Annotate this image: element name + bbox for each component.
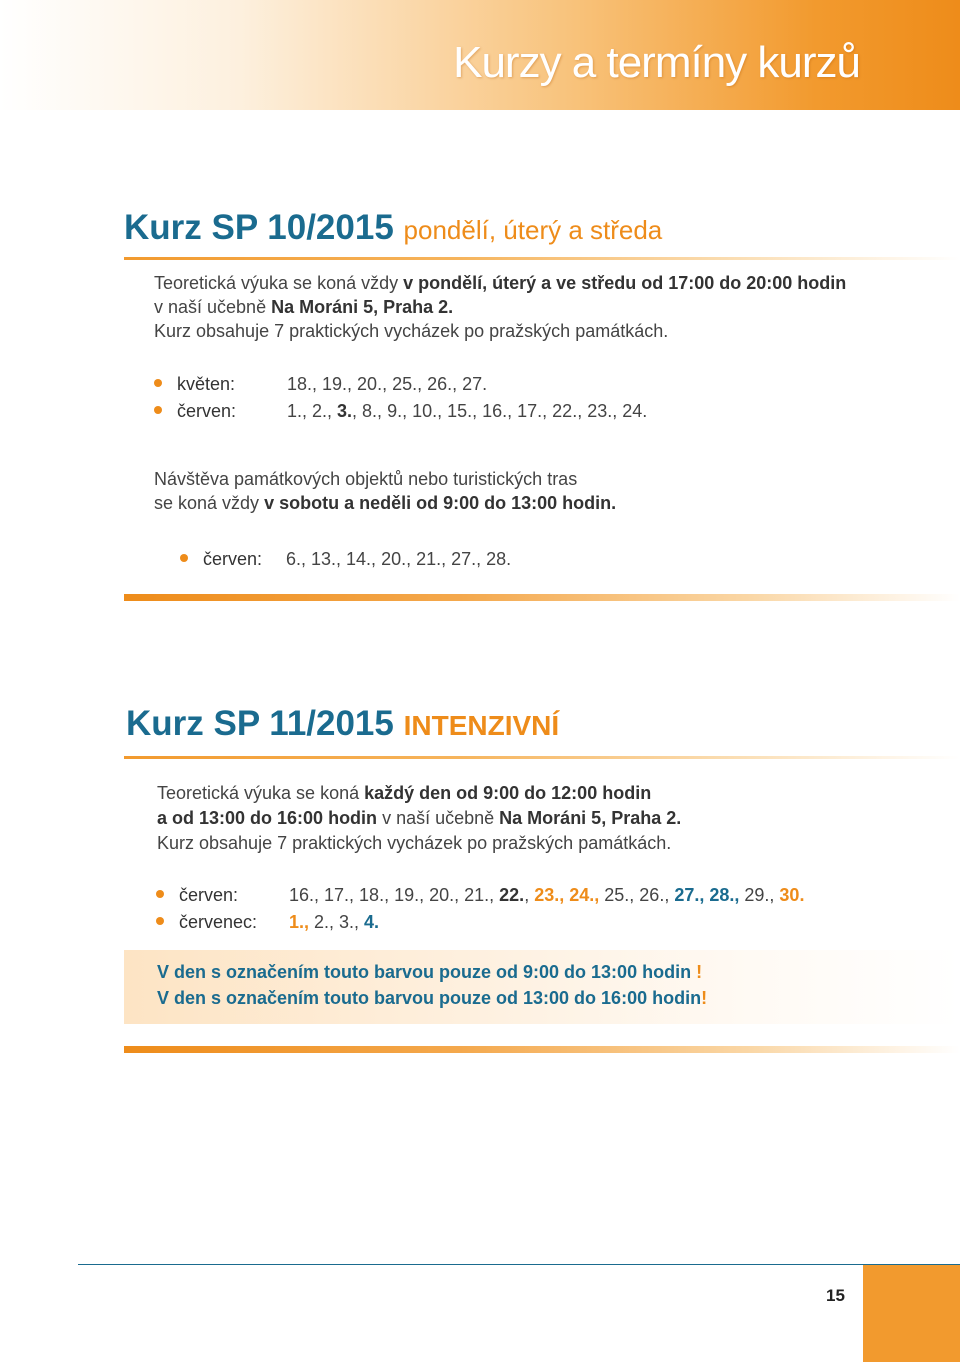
bullet-icon [156, 917, 164, 925]
kurz1-subtitle: pondělí, úterý a středa [403, 215, 663, 245]
kurz2-subtitle: INTENZIVNÍ [403, 710, 560, 741]
kurz2-paragraph [157, 781, 681, 856]
kurz2-line1: Teoretická výuka se koná každý den od 9:00 do 12:00 hodin [157, 783, 652, 803]
bullet-icon [156, 890, 164, 898]
kurz2-date-row-june: červen: 16., 17., 18., 19., 20., 21., 22., 23., 24., 25., 26., 27., 28., 29., 30. [156, 885, 804, 911]
bullet-icon [154, 406, 162, 414]
bullet-icon [154, 379, 162, 387]
kurz1-date-row-may: květen: 18., 19., 20., 25., 26., 27. [154, 374, 487, 400]
kurz1-line1: Teoretická výuka se koná vždy v pondělí, úterý a ve středu od 17:00 do 20:00 hodin [154, 273, 847, 293]
legend-orange-note: V den s označením touto barvou pouze od 13:00 do 16:00 hodin! [157, 988, 708, 1008]
kurz1-paragraph [154, 271, 846, 343]
bullet-icon [180, 554, 188, 562]
kurz2-line3: Kurz obsahuje 7 praktických vycházek po pražských památkách. [157, 833, 672, 853]
kurz1-visit-line1: Návštěva památkových objektů nebo turistických tras [154, 469, 578, 489]
kurz1-visit-paragraph [154, 467, 616, 515]
kurz1-visit-line2: se koná vždy v sobotu a neděli od 9:00 do 13:00 hodin. [154, 493, 617, 513]
kurz2-date-row-july: červenec: 1., 2., 3., 4. [156, 912, 379, 938]
section-separator-bottom [124, 1046, 960, 1053]
kurz1-line3: Kurz obsahuje 7 praktických vycházek po pražských památkách. [154, 321, 669, 341]
page-title: Kurzy a termíny kurzů [453, 38, 860, 87]
legend-blue-note: V den s označením touto barvou pouze od 9:00 do 13:00 hodin ! [157, 962, 703, 982]
kurz2-heading [126, 704, 559, 744]
kurz1-date-row-weekend: červen: 6., 13., 14., 20., 21., 27., 28. [180, 549, 511, 575]
page-number: 15 [826, 1286, 845, 1305]
section-separator [124, 594, 960, 601]
kurz2-divider [124, 756, 960, 759]
kurz1-divider [124, 257, 960, 260]
kurz1-heading [124, 208, 662, 248]
footer-tab [863, 1265, 960, 1362]
kurz1-line2: v naší učebně Na Moráni 5, Praha 2. [154, 297, 454, 317]
footer-line [78, 1264, 960, 1265]
kurz2-title: Kurz SP 11/2015 [126, 704, 394, 743]
kurz1-title: Kurz SP 10/2015 [124, 208, 394, 247]
kurz2-line2: a od 13:00 do 16:00 hodin v naší učebně Na Moráni 5, Praha 2. [157, 808, 682, 828]
kurz1-date-row-june: červen: 1., 2., 3., 8., 9., 10., 15., 16., 17., 22., 23., 24. [154, 401, 647, 427]
